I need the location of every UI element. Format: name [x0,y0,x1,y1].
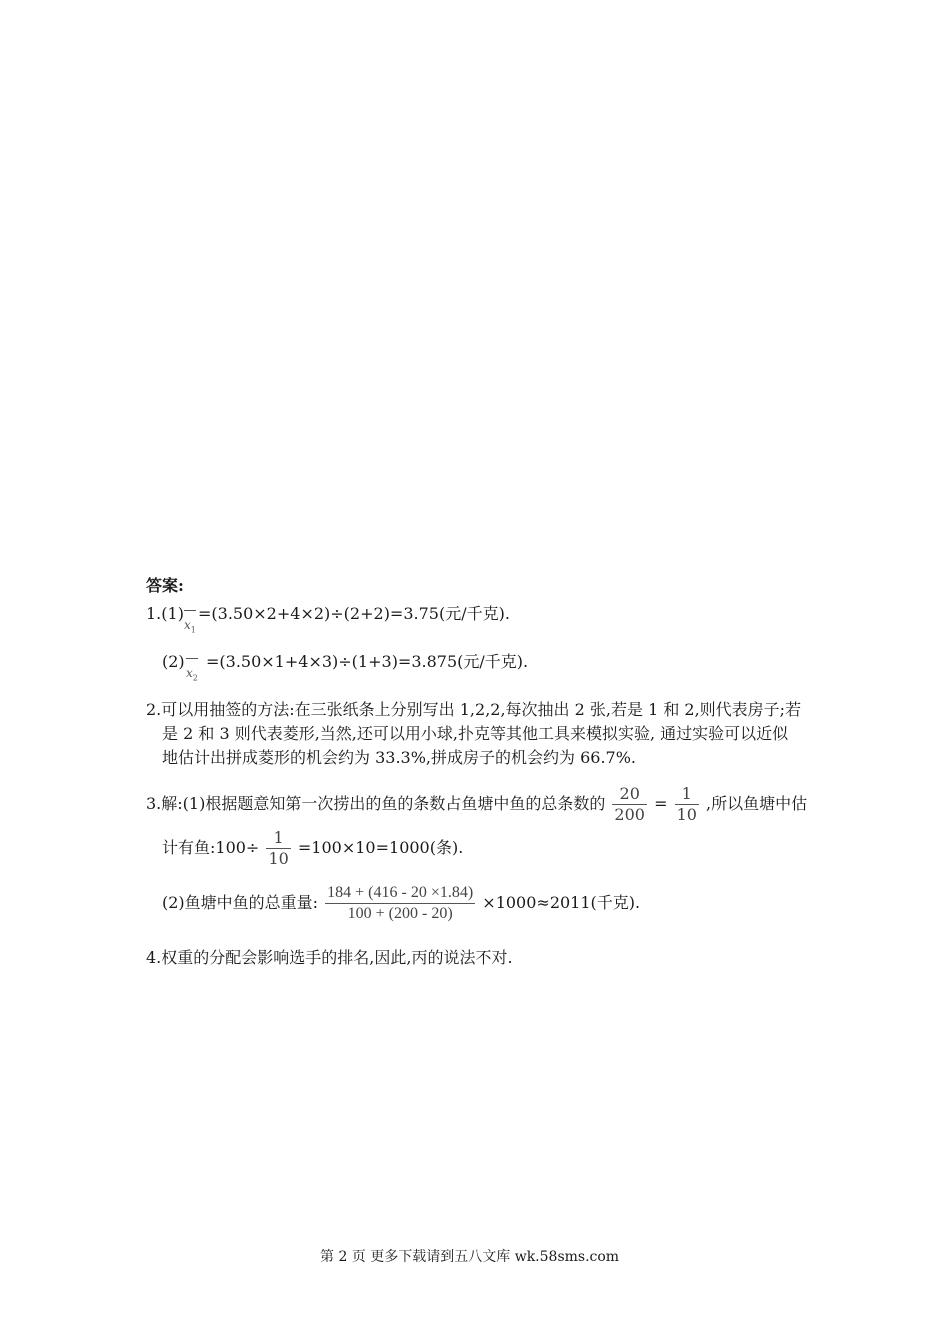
q3-line-2 [162,828,463,869]
q1-part1-prefix: 1.(1) [146,604,184,623]
q1-part1-text: =(3.50×2+4×2)÷(2+2)=3.75(元/千克). [198,604,510,623]
q3-line-1 [146,784,807,825]
x2-bar-variable: $x_2$ [186,658,198,682]
q3-line-2-post: =100×10=1000(条). [297,838,464,857]
q4-text: 4.权重的分配会影响选手的排名,因此,丙的说法不对. [146,948,513,967]
fraction-1-10: $\frac{1}{10}$ [676,784,697,824]
total-weight-fraction: $\frac{184 + (416 - 20 \times 1.84)}{100 + (200 - 20)}$ [327,884,474,922]
q2-line-2: 是 2 和 3 则代表菱形,当然,还可以用小球,扑克等其他工具来模拟实验, 通过实验可以近似 [162,724,789,743]
equals-sign: = [654,794,668,813]
q2-line-1: 2.可以用抽签的方法:在三张纸条上分别写出 1,2,2,每次抽出 2 张,若是 1 和 2,则代表房子;若 [146,700,802,719]
q3-line-1-tail: ,所以鱼塘中估 [706,794,808,813]
fraction-20-200: $\frac{20}{200}$ [614,784,645,824]
fraction-1-10-divisor: $\frac{1}{10}$ [268,828,289,868]
q3-line-2-pre: 计有鱼:100÷ [162,838,260,857]
q1-part2-prefix: (2) [162,652,185,671]
q3-part2-line [162,883,640,924]
q2-line-3: 地估计出拼成菱形的机会约为 33.3%,拼成房子的机会约为 66.7%. [162,748,637,767]
page-footer: 第 2 页 更多下载请到五八文库 wk.58sms.com [320,1249,620,1265]
q3-part2-pre: (2)鱼塘中鱼的总重量: [162,893,319,912]
q3-part2-post: ×1000≈2011(千克). [482,893,641,912]
x1-bar-variable: $x_1$ [184,610,196,634]
answers-heading: 答案: [146,576,184,595]
q3-intro-text: 3.解:(1)根据题意知第一次捞出的鱼的条数占鱼塘中鱼的总条数的 [146,794,606,813]
q1-part2-text: =(3.50×1+4×3)÷(1+3)=3.875(元/千克). [206,652,529,671]
